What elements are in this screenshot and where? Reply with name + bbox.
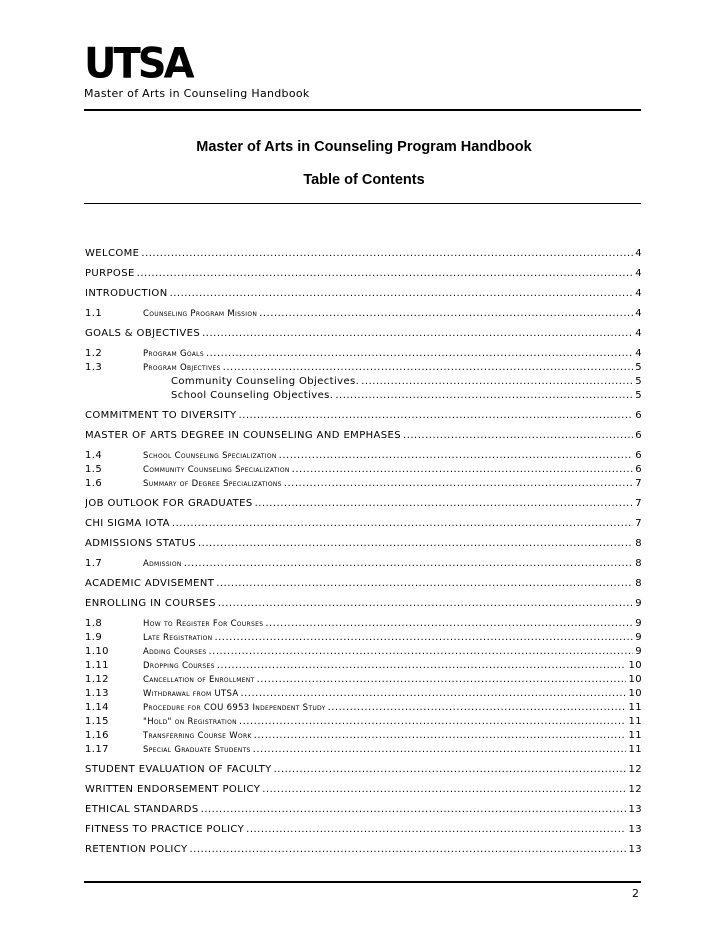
toc-entry-page: 4: [635, 308, 642, 319]
toc-entry-label: PURPOSE: [85, 268, 135, 279]
toc-leader-dots: [206, 347, 633, 361]
toc-entry[interactable]: [85, 687, 642, 701]
toc-entry[interactable]: [85, 347, 642, 361]
toc-entry-label: INTRODUCTION: [85, 288, 168, 299]
toc-entry-page: 9: [635, 646, 642, 657]
toc-heading: Table of Contents: [303, 172, 425, 188]
toc-leader-dots: [218, 597, 633, 611]
toc-entry[interactable]: [85, 763, 642, 777]
toc-leader-dots: [239, 409, 634, 423]
toc-leader-dots: [335, 389, 633, 403]
toc-leader-dots: [217, 659, 627, 673]
toc-entry-number: 1.13: [85, 688, 109, 699]
toc-entry-label: ADMISSIONS STATUS: [85, 538, 196, 549]
toc-entry-number: 1.10: [85, 646, 109, 657]
toc-entry-label: Dropping Courses: [143, 661, 215, 671]
toc-entry-page: 6: [635, 464, 642, 475]
toc-leader-dots: [274, 763, 627, 777]
toc-leader-dots: [216, 577, 633, 591]
toc-entry-label: COMMITMENT TO DIVERSITY: [85, 410, 237, 421]
toc-entry[interactable]: [85, 327, 642, 341]
toc-entry-number: 1.4: [85, 450, 103, 461]
toc-entry-label: Cancellation of Enrollment: [143, 675, 255, 685]
toc-entry-label: Special Graduate Students: [143, 745, 251, 755]
toc-entry-number: 1.1: [85, 308, 103, 319]
utsa-logo: UTSA: [84, 39, 192, 89]
toc-entry-label: Summary of Degree Specializations: [143, 479, 282, 489]
toc-entry-page: 5: [635, 390, 642, 401]
toc-leader-dots: [265, 617, 633, 631]
toc-entry[interactable]: [85, 267, 642, 281]
toc-entry[interactable]: [85, 617, 642, 631]
toc-entry-page: 9: [635, 598, 642, 609]
toc-entry-page: 9: [635, 632, 642, 643]
toc-entry[interactable]: [85, 497, 642, 511]
toc-leader-dots: [403, 429, 633, 443]
toc-entry-label: Community Counseling Objectives.: [171, 376, 360, 387]
toc-entry-number: 1.6: [85, 478, 103, 489]
toc-entry-number: 1.12: [85, 674, 109, 685]
toc-leader-dots: [170, 287, 634, 301]
toc-leader-dots: [240, 687, 626, 701]
toc-entry-label: MASTER OF ARTS DEGREE IN COUNSELING AND EMPHASES: [85, 430, 402, 441]
toc-entry[interactable]: [85, 715, 642, 729]
toc-entry-page: 5: [635, 362, 642, 373]
toc-entry-page: 13: [628, 824, 642, 835]
title-rule: [84, 203, 641, 204]
toc-entry[interactable]: [85, 673, 642, 687]
toc-entry[interactable]: [85, 843, 642, 857]
footer-rule: [84, 881, 641, 883]
toc-leader-dots: [214, 631, 633, 645]
toc-leader-dots: [184, 557, 634, 571]
header-subtitle: Master of Arts in Counseling Handbook: [84, 87, 310, 100]
toc-entry-page: 10: [628, 674, 642, 685]
toc-entry-label: WRITTEN ENDORSEMENT POLICY: [85, 784, 261, 795]
toc-entry-label: How to Register For Courses: [143, 619, 264, 629]
toc-entry-label: Admission: [143, 559, 182, 569]
toc-entry-page: 12: [628, 784, 642, 795]
toc-leader-dots: [328, 701, 627, 715]
toc-entry-page: 4: [635, 348, 642, 359]
toc-entry-label: STUDENT EVALUATION OF FACULTY: [85, 764, 272, 775]
toc-entry-page: 8: [635, 538, 642, 549]
toc-leader-dots: [257, 673, 627, 687]
toc-entry-number: 1.5: [85, 464, 103, 475]
toc-entry-page: 10: [628, 660, 642, 671]
toc-entry-label: School Counseling Specialization: [143, 451, 277, 461]
toc-leader-dots: [253, 743, 627, 757]
toc-entry-page: 11: [628, 744, 642, 755]
toc-leader-dots: [259, 307, 633, 321]
toc-entry[interactable]: [85, 361, 642, 375]
toc-entry-page: 4: [635, 288, 642, 299]
toc-entry-number: 1.15: [85, 716, 109, 727]
toc-entry-page: 7: [635, 498, 642, 509]
toc-entry[interactable]: [85, 389, 642, 403]
toc-entry-page: 6: [635, 430, 642, 441]
toc-entry-number: 1.17: [85, 744, 109, 755]
toc-entry-number: 1.11: [85, 660, 109, 671]
toc-leader-dots: [202, 327, 633, 341]
toc-entry[interactable]: [85, 537, 642, 551]
toc-entry[interactable]: [85, 449, 642, 463]
toc-entry[interactable]: [85, 477, 642, 491]
toc-leader-dots: [223, 361, 634, 375]
toc-leader-dots: [254, 729, 627, 743]
toc-entry-page: 4: [635, 248, 642, 259]
toc-entry-number: 1.9: [85, 632, 103, 643]
toc-leader-dots: [361, 375, 633, 389]
toc-entry-label: ENROLLING IN COURSES: [85, 598, 216, 609]
toc-entry[interactable]: [85, 307, 642, 321]
toc-entry[interactable]: [85, 247, 642, 261]
toc-entry-page: 4: [635, 268, 642, 279]
toc-entry-page: 8: [635, 578, 642, 589]
toc-entry-page: 7: [635, 478, 642, 489]
toc-entry-label: ACADEMIC ADVISEMENT: [85, 578, 215, 589]
toc-entry-number: 1.14: [85, 702, 109, 713]
toc-entry-page: 6: [635, 410, 642, 421]
toc-leader-dots: [209, 645, 634, 659]
toc-leader-dots: [198, 537, 633, 551]
toc-entry[interactable]: [85, 517, 642, 531]
toc-entry-page: 10: [628, 688, 642, 699]
header-rule: [84, 109, 641, 111]
toc-entry-page: 4: [635, 328, 642, 339]
toc-entry[interactable]: [85, 783, 642, 797]
page-number: 2: [632, 887, 639, 900]
toc-entry-page: 9: [635, 618, 642, 629]
toc-entry-number: 1.16: [85, 730, 109, 741]
toc-leader-dots: [172, 517, 633, 531]
toc-leader-dots: [262, 783, 626, 797]
toc-entry-label: School Counseling Objectives.: [171, 390, 334, 401]
toc-entry-label: FITNESS TO PRACTICE POLICY: [85, 824, 245, 835]
toc-entry-label: Transferring Course Work: [143, 731, 252, 741]
toc-leader-dots: [201, 803, 627, 817]
toc-entry-label: Late Registration: [143, 633, 213, 643]
toc-entry-page: 11: [628, 702, 642, 713]
toc-entry-label: JOB OUTLOOK FOR GRADUATES: [85, 498, 253, 509]
toc-leader-dots: [141, 247, 633, 261]
toc-entry[interactable]: [85, 729, 642, 743]
toc-entry[interactable]: [85, 743, 642, 757]
toc-entry-page: 13: [628, 844, 642, 855]
toc-entry-label: Program Objectives: [143, 363, 221, 373]
toc-entry-label: Adding Courses: [143, 647, 207, 657]
toc-entry-label: GOALS & OBJECTIVES: [85, 328, 201, 339]
toc-leader-dots: [284, 477, 633, 491]
toc-entry-page: 13: [628, 804, 642, 815]
toc-entry-label: "Hold" on Registration: [143, 717, 237, 727]
toc-entry-number: 1.8: [85, 618, 103, 629]
toc-entry-number: 1.7: [85, 558, 103, 569]
toc-entry[interactable]: [85, 597, 642, 611]
toc-entry-page: 5: [635, 376, 642, 387]
toc-entry[interactable]: [85, 429, 642, 443]
toc-entry[interactable]: [85, 287, 642, 301]
toc-leader-dots: [246, 823, 626, 837]
toc-entry[interactable]: [85, 577, 642, 591]
toc-entry-label: CHI SIGMA IOTA: [85, 518, 170, 529]
toc-leader-dots: [190, 843, 627, 857]
toc-entry-label: RETENTION POLICY: [85, 844, 188, 855]
toc-entry-label: Counseling Program Mission: [143, 309, 258, 319]
toc-entry[interactable]: [85, 409, 642, 423]
toc-leader-dots: [279, 449, 634, 463]
toc-entry[interactable]: [85, 803, 642, 817]
toc-entry-number: 1.2: [85, 348, 103, 359]
toc-entry-label: Withdrawal from UTSA: [143, 689, 239, 699]
toc-leader-dots: [239, 715, 627, 729]
toc-entry[interactable]: [85, 631, 642, 645]
toc-entry-page: 11: [628, 730, 642, 741]
toc-entry-label: Program Goals: [143, 349, 204, 359]
toc-entry[interactable]: [85, 659, 642, 673]
toc-entry-label: Community Counseling Specialization: [143, 465, 290, 475]
toc-entry[interactable]: [85, 823, 642, 837]
toc-entry-page: 6: [635, 450, 642, 461]
toc-entry-page: 11: [628, 716, 642, 727]
toc-entry-page: 7: [635, 518, 642, 529]
document-title: Master of Arts in Counseling Program Handbook: [196, 139, 532, 155]
toc-entry[interactable]: [85, 463, 642, 477]
table-of-contents: [85, 241, 642, 857]
toc-leader-dots: [255, 497, 634, 511]
toc-entry-label: Procedure for COU 6953 Independent Study: [143, 703, 326, 713]
toc-entry-page: 8: [635, 558, 642, 569]
toc-entry-label: WELCOME: [85, 248, 140, 259]
toc-entry-label: ETHICAL STANDARDS: [85, 804, 199, 815]
toc-entry[interactable]: [85, 375, 642, 389]
toc-leader-dots: [137, 267, 634, 281]
toc-entry[interactable]: [85, 645, 642, 659]
toc-entry[interactable]: [85, 557, 642, 571]
toc-entry-number: 1.3: [85, 362, 103, 373]
toc-leader-dots: [292, 463, 634, 477]
toc-entry[interactable]: [85, 701, 642, 715]
toc-entry-page: 12: [628, 764, 642, 775]
